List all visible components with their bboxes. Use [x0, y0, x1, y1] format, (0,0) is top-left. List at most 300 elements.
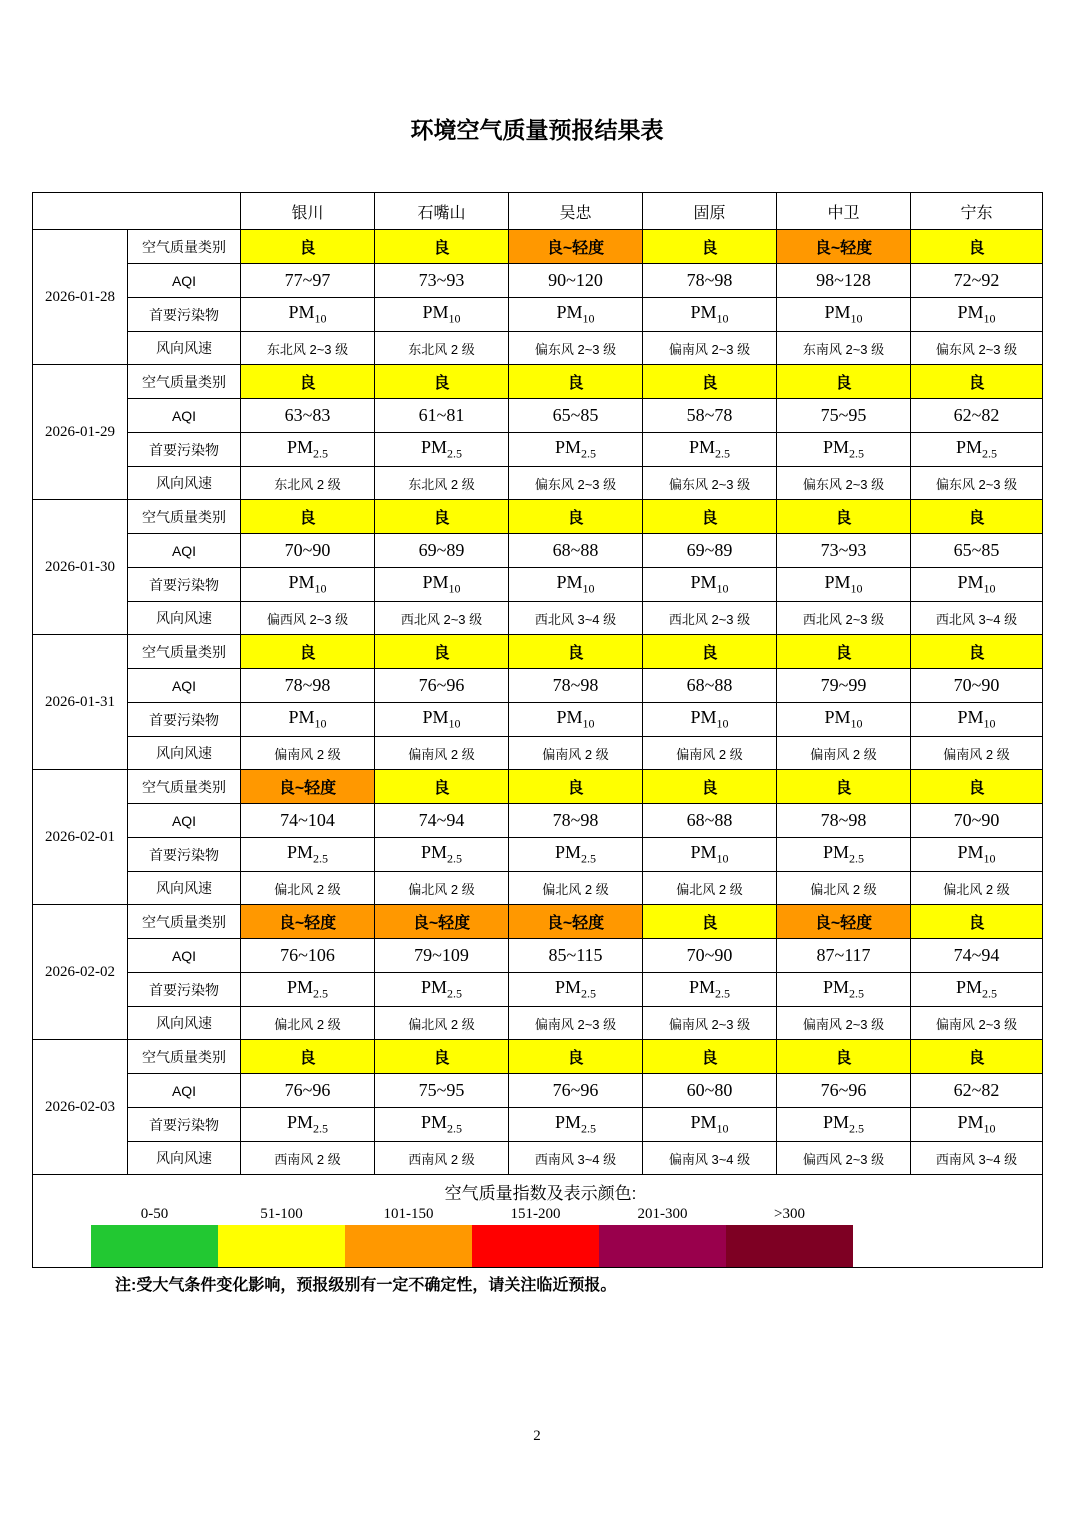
wind-cell: 西南风 2 级 — [375, 1142, 509, 1175]
pollutant-base: PM — [286, 842, 313, 863]
pollutant-base: PM — [288, 707, 315, 728]
corner-cell — [33, 193, 241, 230]
row-pollutant-2026-02-03 — [33, 1108, 1043, 1142]
pollutant-cell — [375, 703, 509, 737]
row-label-aqi: AQI — [128, 939, 241, 973]
aqi-cell: 74~94 — [375, 804, 509, 838]
pollutant-subscript: 2.5 — [581, 986, 596, 1001]
category-cell: 良 — [375, 1040, 509, 1074]
row-pollutant-2026-02-02 — [33, 973, 1043, 1007]
table-body — [33, 230, 1043, 1268]
pollutant-base: PM — [288, 572, 315, 593]
legend-color-swatch-4 — [599, 1225, 726, 1267]
pollutant-cell — [643, 433, 777, 467]
row-label-category: 空气质量类别 — [128, 635, 241, 669]
aqi-cell: 78~98 — [509, 669, 643, 703]
pollutant-base: PM — [554, 437, 581, 458]
pollutant-subscript: 2.5 — [849, 851, 864, 866]
aqi-cell: 60~80 — [643, 1074, 777, 1108]
pollutant-cell — [375, 433, 509, 467]
category-cell: 良 — [643, 230, 777, 264]
row-label-pollutant: 首要污染物 — [128, 568, 241, 602]
city-header-5: 宁东 — [911, 193, 1043, 230]
category-cell: 良 — [777, 1040, 911, 1074]
legend-cell — [33, 1175, 1043, 1268]
category-cell: 良 — [911, 500, 1043, 534]
legend-range-label-1: 51-100 — [260, 1206, 303, 1222]
pollutant-subscript: 10 — [314, 716, 327, 731]
pollutant-subscript: 2.5 — [982, 986, 997, 1001]
wind-cell: 偏南风 2 级 — [777, 737, 911, 770]
date-cell: 2026-01-29 — [33, 365, 128, 500]
pollutant-base: PM — [286, 1112, 313, 1133]
pollutant-cell — [241, 703, 375, 737]
pollutant-base: PM — [957, 707, 984, 728]
wind-cell: 偏北风 2 级 — [375, 872, 509, 905]
aqi-cell: 76~96 — [509, 1074, 643, 1108]
pollutant-subscript: 10 — [716, 311, 729, 326]
pollutant-base: PM — [822, 977, 849, 998]
pollutant-subscript: 10 — [716, 581, 729, 596]
aqi-cell: 68~88 — [509, 534, 643, 568]
wind-cell: 东北风 2 级 — [375, 467, 509, 500]
pollutant-base: PM — [824, 707, 851, 728]
pollutant-subscript: 2.5 — [313, 1121, 328, 1136]
row-label-pollutant: 首要污染物 — [128, 838, 241, 872]
pollutant-cell — [911, 838, 1043, 872]
wind-cell: 偏东风 2~3 级 — [911, 332, 1043, 365]
pollutant-base: PM — [688, 977, 715, 998]
wind-cell: 偏东风 2~3 级 — [509, 467, 643, 500]
pollutant-subscript: 10 — [983, 311, 996, 326]
row-pollutant-2026-02-01 — [33, 838, 1043, 872]
pollutant-subscript: 2.5 — [447, 851, 462, 866]
row-label-aqi: AQI — [128, 399, 241, 433]
row-wind-2026-02-01 — [33, 872, 1043, 905]
pollutant-base: PM — [957, 302, 984, 323]
category-cell: 良 — [643, 905, 777, 939]
aqi-cell: 72~92 — [911, 264, 1043, 298]
pollutant-subscript: 2.5 — [447, 446, 462, 461]
legend-title: 空气质量指数及表示颜色: — [444, 1184, 637, 1203]
pollutant-base: PM — [955, 437, 982, 458]
pollutant-cell — [911, 298, 1043, 332]
pollutant-cell — [509, 433, 643, 467]
pollutant-base: PM — [822, 437, 849, 458]
city-header-0: 银川 — [241, 193, 375, 230]
pollutant-base: PM — [420, 437, 447, 458]
pollutant-base: PM — [556, 707, 583, 728]
pollutant-base: PM — [556, 302, 583, 323]
pollutant-cell — [241, 1108, 375, 1142]
aqi-cell: 68~88 — [643, 804, 777, 838]
pollutant-subscript: 2.5 — [313, 851, 328, 866]
row-pollutant-2026-01-31 — [33, 703, 1043, 737]
category-cell: 良 — [911, 365, 1043, 399]
row-category-2026-02-01 — [33, 770, 1043, 804]
pollutant-subscript: 2.5 — [581, 851, 596, 866]
aqi-cell: 79~99 — [777, 669, 911, 703]
row-label-wind: 风向风速 — [128, 737, 241, 770]
pollutant-subscript: 2.5 — [849, 986, 864, 1001]
pollutant-cell — [777, 568, 911, 602]
row-label-wind: 风向风速 — [128, 467, 241, 500]
row-category-2026-01-28 — [33, 230, 1043, 264]
wind-cell: 偏南风 2 级 — [375, 737, 509, 770]
pollutant-subscript: 10 — [582, 581, 595, 596]
pollutant-cell — [509, 973, 643, 1007]
pollutant-subscript: 10 — [716, 1121, 729, 1136]
wind-cell: 偏北风 2 级 — [241, 1007, 375, 1040]
row-label-category: 空气质量类别 — [128, 770, 241, 804]
category-cell: 良 — [509, 635, 643, 669]
pollutant-cell — [643, 298, 777, 332]
pollutant-base: PM — [957, 1112, 984, 1133]
wind-cell: 偏南风 2 级 — [509, 737, 643, 770]
pollutant-base: PM — [824, 572, 851, 593]
wind-cell: 偏东风 2~3 级 — [911, 467, 1043, 500]
pollutant-cell — [777, 433, 911, 467]
aqi-cell: 78~98 — [509, 804, 643, 838]
pollutant-subscript: 2.5 — [581, 446, 596, 461]
aqi-cell: 69~89 — [375, 534, 509, 568]
pollutant-subscript: 10 — [582, 311, 595, 326]
wind-cell: 偏北风 2 级 — [241, 872, 375, 905]
pollutant-cell — [777, 298, 911, 332]
legend-color-swatch-0 — [91, 1225, 218, 1267]
pollutant-cell — [777, 703, 911, 737]
pollutant-cell — [509, 298, 643, 332]
wind-cell: 偏南风 3~4 级 — [643, 1142, 777, 1175]
forecast-table — [32, 192, 1043, 1268]
row-aqi-2026-01-30 — [33, 534, 1043, 568]
pollutant-base: PM — [422, 302, 449, 323]
pollutant-cell — [911, 973, 1043, 1007]
category-cell: 良 — [509, 1040, 643, 1074]
legend-range-label-2: 101-150 — [383, 1206, 434, 1222]
row-label-wind: 风向风速 — [128, 1142, 241, 1175]
row-label-category: 空气质量类别 — [128, 905, 241, 939]
aqi-cell: 70~90 — [241, 534, 375, 568]
category-cell: 良 — [241, 500, 375, 534]
row-label-aqi: AQI — [128, 1074, 241, 1108]
legend-range-label-0: 0-50 — [140, 1206, 169, 1222]
aqi-cell: 90~120 — [509, 264, 643, 298]
date-cell: 2026-02-02 — [33, 905, 128, 1040]
row-category-2026-02-02 — [33, 905, 1043, 939]
city-header-3: 固原 — [643, 193, 777, 230]
row-category-2026-02-03 — [33, 1040, 1043, 1074]
row-category-2026-01-30 — [33, 500, 1043, 534]
aqi-cell: 78~98 — [777, 804, 911, 838]
row-wind-2026-01-31 — [33, 737, 1043, 770]
aqi-cell: 70~90 — [643, 939, 777, 973]
pollutant-base: PM — [554, 842, 581, 863]
pollutant-base: PM — [822, 1112, 849, 1133]
row-pollutant-2026-01-29 — [33, 433, 1043, 467]
aqi-cell: 73~93 — [375, 264, 509, 298]
pollutant-cell — [643, 1108, 777, 1142]
row-label-wind: 风向风速 — [128, 602, 241, 635]
pollutant-subscript: 2.5 — [313, 986, 328, 1001]
table-header — [33, 193, 1043, 230]
category-cell: 良 — [777, 500, 911, 534]
aqi-cell: 79~109 — [375, 939, 509, 973]
aqi-cell: 98~128 — [777, 264, 911, 298]
wind-cell: 偏东风 2~3 级 — [509, 332, 643, 365]
aqi-cell: 62~82 — [911, 1074, 1043, 1108]
wind-cell: 偏北风 2 级 — [911, 872, 1043, 905]
wind-cell: 偏东风 2~3 级 — [643, 467, 777, 500]
row-label-category: 空气质量类别 — [128, 1040, 241, 1074]
forecast-note: 注:受大气条件变化影响，预报级别有一定不确定性，请关注临近预报。 — [115, 1277, 617, 1294]
pollutant-subscript: 10 — [983, 851, 996, 866]
pollutant-base: PM — [422, 572, 449, 593]
pollutant-base: PM — [690, 842, 717, 863]
row-label-pollutant: 首要污染物 — [128, 973, 241, 1007]
pollutant-subscript: 10 — [850, 581, 863, 596]
category-cell: 良~轻度 — [241, 905, 375, 939]
wind-cell: 西南风 3~4 级 — [911, 1142, 1043, 1175]
pollutant-base: PM — [422, 707, 449, 728]
row-wind-2026-01-28 — [33, 332, 1043, 365]
pollutant-subscript: 10 — [314, 581, 327, 596]
category-cell: 良 — [911, 635, 1043, 669]
row-category-2026-01-29 — [33, 365, 1043, 399]
aqi-cell: 76~96 — [241, 1074, 375, 1108]
wind-cell: 东北风 2 级 — [241, 467, 375, 500]
date-cell: 2026-01-31 — [33, 635, 128, 770]
pollutant-cell — [911, 703, 1043, 737]
row-label-aqi: AQI — [128, 669, 241, 703]
pollutant-subscript: 2.5 — [447, 986, 462, 1001]
category-cell: 良 — [777, 365, 911, 399]
pollutant-subscript: 10 — [448, 311, 461, 326]
category-cell: 良 — [241, 1040, 375, 1074]
pollutant-cell — [375, 298, 509, 332]
wind-cell: 东北风 2~3 级 — [241, 332, 375, 365]
header-row — [33, 193, 1043, 230]
category-cell: 良~轻度 — [777, 230, 911, 264]
city-header-1: 石嘴山 — [375, 193, 509, 230]
wind-cell: 西北风 2~3 级 — [777, 602, 911, 635]
pollutant-base: PM — [690, 707, 717, 728]
category-cell: 良~轻度 — [509, 905, 643, 939]
category-cell: 良~轻度 — [375, 905, 509, 939]
wind-cell: 偏南风 2~3 级 — [777, 1007, 911, 1040]
pollutant-subscript: 2.5 — [715, 446, 730, 461]
row-aqi-2026-01-31 — [33, 669, 1043, 703]
category-cell: 良~轻度 — [509, 230, 643, 264]
legend-color-swatch-5 — [726, 1225, 853, 1267]
pollutant-subscript: 10 — [448, 716, 461, 731]
city-header-4: 中卫 — [777, 193, 911, 230]
pollutant-subscript: 10 — [448, 581, 461, 596]
page-number: 2 — [533, 1428, 541, 1444]
aqi-cell: 65~85 — [911, 534, 1043, 568]
wind-cell: 偏西风 2~3 级 — [777, 1142, 911, 1175]
wind-cell: 偏西风 2~3 级 — [241, 602, 375, 635]
pollutant-cell — [375, 1108, 509, 1142]
pollutant-base: PM — [690, 1112, 717, 1133]
legend-range-label-4: 201-300 — [637, 1206, 688, 1222]
pollutant-subscript: 10 — [716, 716, 729, 731]
pollutant-cell — [241, 568, 375, 602]
wind-cell: 偏北风 2 级 — [643, 872, 777, 905]
pollutant-base: PM — [420, 977, 447, 998]
pollutant-base: PM — [286, 977, 313, 998]
category-cell: 良 — [509, 500, 643, 534]
pollutant-subscript: 10 — [983, 1121, 996, 1136]
aqi-cell: 74~94 — [911, 939, 1043, 973]
wind-cell: 偏南风 2 级 — [643, 737, 777, 770]
category-cell: 良 — [911, 905, 1043, 939]
aqi-cell: 63~83 — [241, 399, 375, 433]
aqi-cell: 70~90 — [911, 669, 1043, 703]
row-label-pollutant: 首要污染物 — [128, 703, 241, 737]
date-cell: 2026-01-30 — [33, 500, 128, 635]
pollutant-cell — [509, 1108, 643, 1142]
city-header-2: 吴忠 — [509, 193, 643, 230]
aqi-cell: 58~78 — [643, 399, 777, 433]
aqi-cell: 61~81 — [375, 399, 509, 433]
category-cell: 良 — [241, 635, 375, 669]
pollutant-cell — [643, 973, 777, 1007]
category-cell: 良 — [777, 770, 911, 804]
row-label-aqi: AQI — [128, 534, 241, 568]
pollutant-cell — [241, 838, 375, 872]
aqi-cell: 76~96 — [375, 669, 509, 703]
pollutant-cell — [509, 703, 643, 737]
date-cell: 2026-02-03 — [33, 1040, 128, 1175]
wind-cell: 东北风 2 级 — [375, 332, 509, 365]
category-cell: 良 — [241, 230, 375, 264]
row-label-wind: 风向风速 — [128, 1007, 241, 1040]
category-cell: 良 — [643, 770, 777, 804]
wind-cell: 偏南风 2 级 — [241, 737, 375, 770]
pollutant-subscript: 10 — [983, 716, 996, 731]
legend-color-swatch-3 — [472, 1225, 599, 1267]
row-category-2026-01-31 — [33, 635, 1043, 669]
pollutant-base: PM — [688, 437, 715, 458]
row-label-aqi: AQI — [128, 264, 241, 298]
page-title: 环境空气质量预报结果表 — [410, 117, 664, 143]
legend-range-label-3: 151-200 — [510, 1206, 561, 1222]
wind-cell: 偏南风 2~3 级 — [643, 332, 777, 365]
pollutant-subscript: 10 — [582, 716, 595, 731]
category-cell: 良 — [643, 365, 777, 399]
pollutant-base: PM — [556, 572, 583, 593]
row-pollutant-2026-01-30 — [33, 568, 1043, 602]
wind-cell: 偏东风 2~3 级 — [777, 467, 911, 500]
aqi-cell: 65~85 — [509, 399, 643, 433]
legend-labels — [91, 1206, 1042, 1223]
category-cell: 良 — [241, 365, 375, 399]
pollutant-subscript: 10 — [850, 311, 863, 326]
row-label-category: 空气质量类别 — [128, 365, 241, 399]
row-label-wind: 风向风速 — [128, 872, 241, 905]
category-cell: 良 — [643, 500, 777, 534]
row-aqi-2026-02-01 — [33, 804, 1043, 838]
category-cell: 良~轻度 — [241, 770, 375, 804]
row-wind-2026-02-03 — [33, 1142, 1043, 1175]
pollutant-cell — [241, 433, 375, 467]
pollutant-cell — [777, 838, 911, 872]
pollutant-cell — [241, 298, 375, 332]
row-label-category: 空气质量类别 — [128, 500, 241, 534]
row-aqi-2026-02-02 — [33, 939, 1043, 973]
aqi-cell: 76~106 — [241, 939, 375, 973]
wind-cell: 西南风 2 级 — [241, 1142, 375, 1175]
aqi-cell: 78~98 — [643, 264, 777, 298]
category-cell: 良 — [375, 635, 509, 669]
aqi-cell: 75~95 — [777, 399, 911, 433]
pollutant-subscript: 2.5 — [581, 1121, 596, 1136]
wind-cell: 西北风 2~3 级 — [375, 602, 509, 635]
category-cell: 良 — [911, 1040, 1043, 1074]
wind-cell: 西北风 2~3 级 — [643, 602, 777, 635]
aqi-cell: 73~93 — [777, 534, 911, 568]
wind-cell: 偏北风 2 级 — [509, 872, 643, 905]
row-aqi-2026-01-28 — [33, 264, 1043, 298]
row-label-wind: 风向风速 — [128, 332, 241, 365]
aqi-cell: 62~82 — [911, 399, 1043, 433]
category-cell: 良 — [911, 770, 1043, 804]
row-label-aqi: AQI — [128, 804, 241, 838]
row-wind-2026-01-30 — [33, 602, 1043, 635]
category-cell: 良 — [643, 1040, 777, 1074]
aqi-cell: 74~104 — [241, 804, 375, 838]
row-wind-2026-01-29 — [33, 467, 1043, 500]
aqi-cell: 69~89 — [643, 534, 777, 568]
wind-cell: 西南风 3~4 级 — [509, 1142, 643, 1175]
row-aqi-2026-01-29 — [33, 399, 1043, 433]
pollutant-cell — [777, 1108, 911, 1142]
aqi-cell: 77~97 — [241, 264, 375, 298]
wind-cell: 偏南风 2~3 级 — [911, 1007, 1043, 1040]
pollutant-subscript: 2.5 — [982, 446, 997, 461]
pollutant-subscript: 10 — [850, 716, 863, 731]
aqi-cell: 87~117 — [777, 939, 911, 973]
aqi-cell: 78~98 — [241, 669, 375, 703]
row-label-pollutant: 首要污染物 — [128, 1108, 241, 1142]
aqi-cell: 85~115 — [509, 939, 643, 973]
pollutant-subscript: 10 — [983, 581, 996, 596]
legend-color-swatch-1 — [218, 1225, 345, 1267]
pollutant-base: PM — [690, 572, 717, 593]
category-cell: 良 — [375, 230, 509, 264]
pollutant-cell — [911, 1108, 1043, 1142]
legend-row — [33, 1175, 1043, 1268]
legend-swatches — [91, 1225, 1042, 1267]
category-cell: 良 — [375, 365, 509, 399]
pollutant-subscript: 10 — [716, 851, 729, 866]
pollutant-base: PM — [288, 302, 315, 323]
pollutant-base: PM — [554, 1112, 581, 1133]
wind-cell: 东南风 2~3 级 — [777, 332, 911, 365]
category-cell: 良 — [375, 770, 509, 804]
pollutant-base: PM — [955, 977, 982, 998]
pollutant-cell — [509, 838, 643, 872]
category-cell: 良 — [375, 500, 509, 534]
pollutant-subscript: 2.5 — [849, 446, 864, 461]
pollutant-cell — [643, 703, 777, 737]
pollutant-subscript: 2.5 — [313, 446, 328, 461]
wind-cell: 偏南风 2~3 级 — [509, 1007, 643, 1040]
pollutant-base: PM — [822, 842, 849, 863]
pollutant-base: PM — [420, 842, 447, 863]
legend-color-swatch-2 — [345, 1225, 472, 1267]
